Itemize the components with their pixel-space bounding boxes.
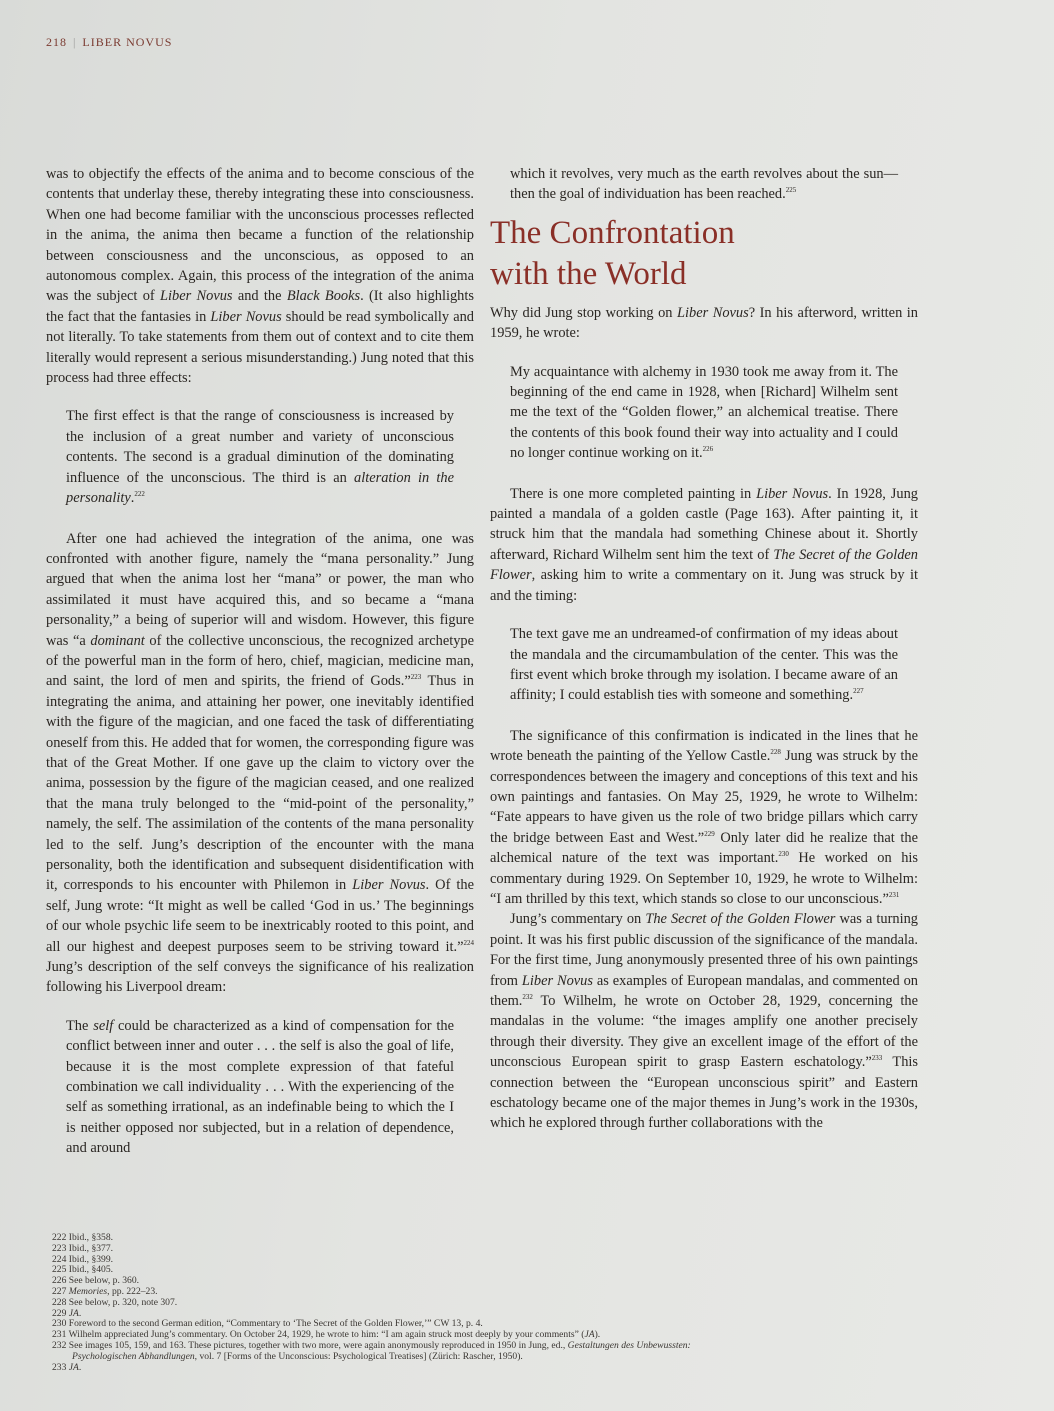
footnote-222: 222 Ibid., §358. [52,1232,114,1243]
footnotes [52,1233,872,1373]
page-number: 218 [46,35,67,49]
footnote-225: 225 Ibid., §405. [52,1264,114,1276]
footnote-ref-223[interactable]: 223 [410,673,422,682]
footnote-233: 233 JA. [52,1361,82,1373]
footnote-ref-226[interactable]: 226 [702,445,714,454]
footnote-228: 228 See below, p. 320, note 307. [52,1296,178,1308]
footnote-ref-227[interactable]: 227 [853,687,864,696]
quote-self: The self could be characterized as a kind of compensation for the conflict between inner and outer . . . the self is also the goal of life, because it is the most complete expression of that fateful combination we call individuality . . . With the experiencing of the self as something irrational, as an indefinable being to which the I is neither opposed nor subjected, but in a relation of dependence, and around [66,1017,454,1157]
footnote-230: 230 Foreword to the second German edition, “Commentary to ‘The Secret of the Golden Flower,’” CW 13, p. 4. [52,1318,483,1330]
footnote-231: 231 Wilhelm appreciated Jung’s commentary. On October 24, 1929, he wrote to him: “I am again struck most deeply by your comments” (JA). [52,1329,601,1341]
quote-three-effects: The first effect is that the range of consciousness is increased by the inclusion of a great number and variety of unconscious contents. The second is a gradual diminution of the dominating influence of the unconscious. The third is an alteration in the personality.$^{222}$ [66,408,454,507]
footnote-ref-232[interactable]: 232 [522,993,533,1001]
book-title: LIBER NOVUS [82,35,173,49]
quote-confirmation: The text gave me an undreamed-of confirmation of my ideas about the mandala and the circumambulation of the center. This was the first event which broke through my isolation. I became aware of an affinity; I could establish ties with someone and something.$^{227}$ [510,626,898,704]
footnote-227: 227 Memories, pp. 222–23. [52,1285,158,1297]
footnote-ref-230[interactable]: 230 [778,850,789,859]
footnote-ref-228[interactable]: 228 [770,748,781,757]
paragraph-significance: The significance of this confirmation is indicated in the lines that he wrote beneath the painting of the Yellow Castle.$^{228}$ Jung was struck by the correspondences between the imagery and conceptions of this text and his own paintings and fantasies. On May 25, 1929, he wrote to Wilhelm: “Fate appears to have given us the role of two bridge pillars which carry the bridge between East and West.”$^{229}$ Only later did he realize that the alchemical nature of the text was important.$^{230}$ He worked on his commentary during 1929. On September 10, 1929, he wrote to Wilhelm: “I am thrilled by this text, which stands so close to our unconscious.”$^{231}$ [490,727,918,907]
right-column [490,164,918,1134]
footnote-232-continued: Psychologischen Abhandlungen, vol. 7 [Forms of the Unconscious: Psychological Treatises] (Zürich: Rascher, 1950). [72,1350,523,1362]
running-head-divider: | [73,35,77,49]
footnote-229: 229 JA. [52,1307,82,1319]
running-head [46,35,172,50]
footnote-ref-224[interactable]: 224 [463,938,474,947]
footnote-ref-231[interactable]: 231 [888,890,900,899]
left-column [46,164,474,1179]
paragraph-commentary: Jung’s commentary on The Secret of the Golden Flower was a turning point. It was his first public discussion of the significance of the mandala. For the first time, Jung anonymously presented three of his own paintings from Liber Novus as examples of European mandalas, and commented on them.$^{232}$ To Wilhelm, he wrote on October 28, 1929, concerning the mandalas in the volume: “the images amplify one another precisely through their diversity. They give an excellent image of the effort of the unconscious European spirit to grasp Eastern eschatology.”$^{233}$ This connection between the “European unconscious spirit” and Eastern eschatology became one of the major themes in Jung’s work in the 1930s, which he explored through further collaborations with the [490,911,918,1132]
paragraph-golden-castle: There is one more completed painting in Liber Novus. In 1928, Jung painted a mandala of a golden castle (Page 163). After painting it, it struck him that the mandala had something Chinese about it. Shortly afterward, Richard Wilhelm sent him the text of The Secret of the Golden Flower, asking him to write a commentary on it. Jung was struck by it and the timing: [490,485,918,604]
paragraph-mana-personality: After one had achieved the integration of the anima, one was confronted with another figure, namely the “mana personality.” Jung argued that when the anima lost her “mana” or power, the man who assimilated it must have acquired this, and so became a “mana personality,” a being of superior will and wisdom. However, this figure was “a dominant of the collective unconscious, the recognized archetype of the powerful man in the form of hero, chief, magician, medicine man, and saint, the lord of men and spirits, the friend of Gods.”$^{223}$ Thus in integrating the anima, and attaining her power, one inevitably identified with the figure of the magician, and one faced the task of differentiating oneself from this. He added that for women, the corresponding figure was that of the Great Mother. If one gave up the claim to victory over the anima, possession by the figure of the magician ceased, and one realized that the mana truly belonged to the “mid-point of the personality,” namely, the self. The assimilation of the contents of the mana personality led to the self. Jung’s description of the encounter with the mana personality, both the identification and subsequent disidentification with it, corresponds to his encounter with Philemon in Liber Novus. Of the self, Jung wrote: “It might as well be called ‘God in us.’ The beginnings of our whole psychic life seem to be inextricably rooted to this point, and all our highest and deepest purposes seem to be striving toward it.”$^{224}$ Jung’s description of the self conveys the significance of his realization following his Liverpool dream: [46,530,475,996]
paragraph-anima-integration: was to objectify the effects of the anima and to become conscious of the contents that underlay these, thereby integrating these into consciousness. When one had become familiar with the unconscious processes reflected in the anima, the anima then became a function of the relationship between consciousness and the unconscious, as opposed to an autonomous complex. Again, this process of the integration of the anima was the subject of Liber Novus and the Black Books. (It also highlights the fact that the fantasies in Liber Novus should be read symbolically and not literally. To take statements from them out of context and to cite them literally would represent a serious misunderstanding.) Jung noted that this process had three effects: [46,166,475,387]
quote-self-continued: which it revolves, very much as the earth revolves about the sun—then the goal of individuation has been reached.$^{225}$ [510,166,898,203]
footnote-ref-222[interactable]: 222 [134,490,145,499]
quote-alchemy: My acquaintance with alchemy in 1930 took me away from it. The beginning of the end came in 1928, when [Richard] Wilhelm sent me the text of the “Golden flower,” an alchemical treatise. There the contents of this book found their way into actuality and I could no longer continue working on it.$^{226}$ [510,363,898,462]
footnote-ref-233[interactable]: 233 [871,1054,883,1063]
section-heading: The Confrontation with the World [490,214,735,292]
paragraph-why-stop: Why did Jung stop working on Liber Novus? In his afterword, written in 1959, he wrote: [490,304,918,342]
footnote-ref-229[interactable]: 229 [704,829,715,838]
footnote-226: 226 See below, p. 360. [52,1275,140,1287]
footnote-224: 224 Ibid., §399. [52,1253,114,1265]
footnote-232: 232 See images 105, 159, and 163. These pictures, together with two more, were again anonymously reproduced in 1950 in Jung, ed., Gestaltungen des Unbewussten: [52,1339,691,1351]
footnote-ref-225[interactable]: 225 [785,186,797,195]
footnote-223: 223 Ibid., §377. [52,1242,114,1254]
